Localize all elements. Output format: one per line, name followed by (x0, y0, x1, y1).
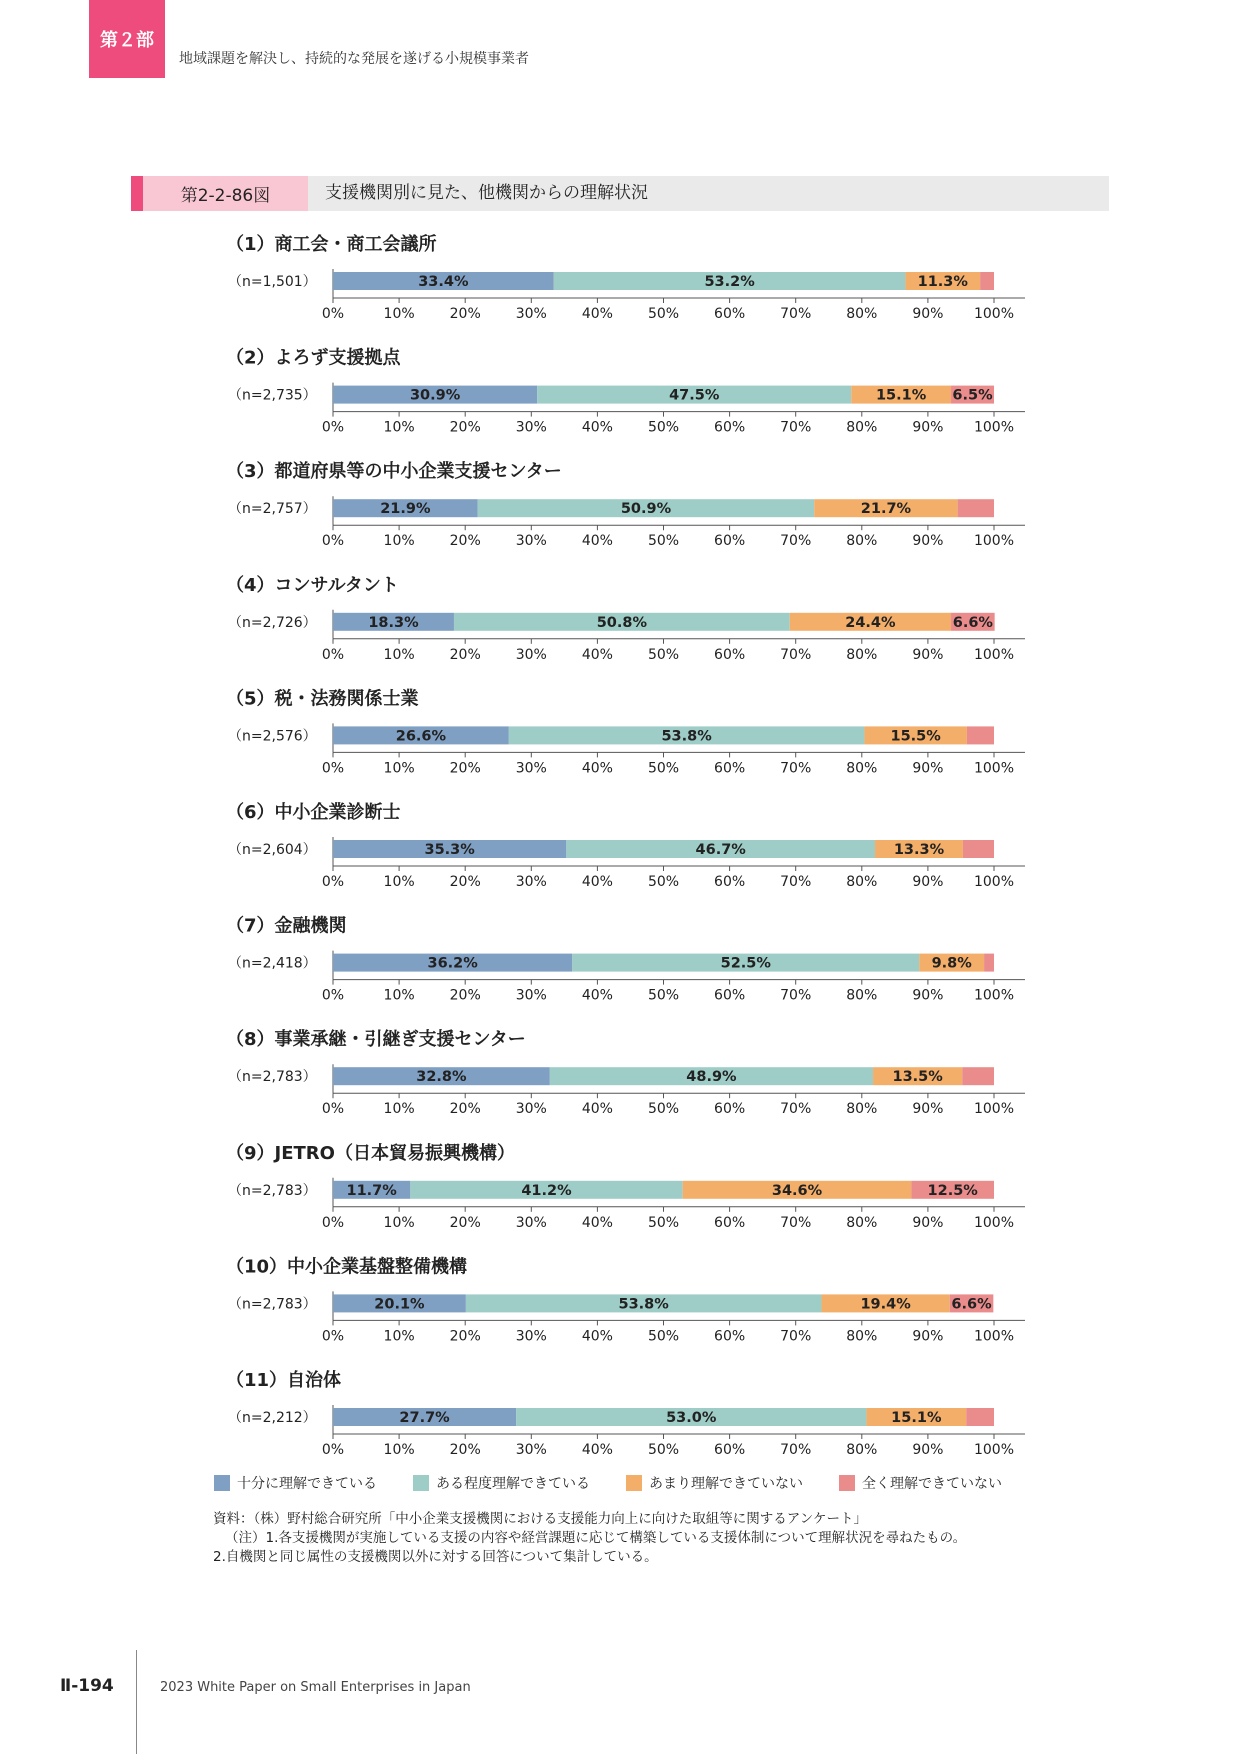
legend-label: 全く理解できていない (862, 1476, 1002, 1492)
legend-item-somewhat (413, 1473, 590, 1493)
panel-title: （4）コンサルタント (226, 574, 399, 596)
tick-label: 10% (383, 760, 415, 777)
tick-label: 20% (449, 1101, 481, 1118)
sample-size-label: （n=2,783） (228, 1182, 317, 1199)
tick-label: 60% (714, 1214, 746, 1231)
data-label: 26.6% (395, 728, 447, 745)
tick-label: 90% (912, 306, 944, 322)
data-label: 6.5% (952, 387, 993, 404)
legend (214, 1473, 1038, 1493)
tick-label: 60% (714, 760, 746, 777)
tick-label: 10% (383, 646, 415, 663)
data-label: 27.7% (399, 1410, 450, 1426)
data-label: 46.7% (695, 842, 746, 858)
sample-size-label: （n=2,726） (228, 614, 317, 631)
tick-label: 60% (714, 533, 746, 550)
tick-label: 90% (912, 760, 944, 777)
panel-title: （6）中小企業診断士 (226, 802, 401, 823)
data-label: 52.5% (720, 955, 771, 972)
tick-label: 90% (912, 533, 944, 550)
tick-label: 0% (321, 987, 345, 1004)
tick-label: 40% (581, 760, 613, 777)
tick-label: 90% (912, 646, 944, 663)
tick-label: 70% (780, 1328, 812, 1345)
tick-label: 70% (780, 306, 812, 322)
tick-label: 30% (515, 419, 547, 436)
legend-item-little (626, 1473, 803, 1493)
tick-label: 30% (515, 1214, 547, 1231)
tick-label: 80% (846, 1214, 878, 1231)
tick-label: 100% (973, 760, 1015, 777)
tick-label: 40% (581, 874, 613, 890)
tick-label: 30% (515, 987, 547, 1004)
bar-segment (980, 272, 994, 290)
data-label: 53.2% (704, 274, 755, 290)
tick-label: 100% (973, 1442, 1015, 1458)
tick-label: 10% (383, 533, 415, 550)
note-1: （注）1.各支援機関が実施している支援の内容や経営課題に応じて構築している支援体制について理解状況を尋ねたもの。 (225, 1530, 967, 1546)
tick-label: 90% (912, 419, 944, 436)
tick-label: 10% (383, 1214, 415, 1231)
tick-label: 40% (581, 533, 613, 550)
tick-label: 80% (846, 987, 878, 1004)
panel-title: （11）自治体 (226, 1370, 342, 1391)
data-label: 15.5% (890, 728, 941, 745)
tick-label: 10% (383, 306, 415, 322)
data-label: 53.8% (661, 728, 712, 745)
panel-title: （1）商工会・商工会議所 (226, 234, 437, 255)
panel-title: （5）税・法務関係士業 (226, 688, 419, 710)
tick-label: 0% (321, 1101, 345, 1118)
tick-label: 0% (321, 646, 345, 663)
legend-item-sufficient (214, 1473, 377, 1493)
tick-label: 10% (383, 1328, 415, 1345)
tick-label: 20% (449, 874, 481, 890)
tick-label: 100% (973, 874, 1015, 890)
sample-size-label: （n=2,604） (228, 842, 317, 858)
tick-label: 50% (647, 646, 680, 663)
tick-label: 0% (321, 760, 345, 777)
tick-label: 20% (449, 306, 481, 322)
tick-label: 20% (449, 1214, 481, 1231)
tick-label: 40% (581, 1442, 613, 1458)
data-label: 32.8% (416, 1069, 467, 1086)
tick-label: 40% (581, 1328, 613, 1345)
tick-label: 50% (647, 874, 680, 890)
legend-label: あまり理解できていない (649, 1476, 803, 1492)
tick-label: 60% (714, 1101, 746, 1118)
data-label: 12.5% (927, 1182, 978, 1199)
data-label: 41.2% (521, 1182, 572, 1199)
page-number: Ⅱ-194 (60, 1676, 114, 1696)
data-label: 30.9% (409, 387, 461, 404)
tick-label: 80% (846, 760, 878, 777)
data-label: 21.9% (380, 501, 431, 518)
tick-label: 80% (846, 533, 878, 550)
tick-label: 50% (647, 760, 680, 777)
tick-label: 60% (714, 1328, 746, 1345)
bar-segment (963, 840, 994, 858)
tick-label: 70% (780, 1214, 812, 1231)
tick-label: 40% (581, 1214, 613, 1231)
tick-label: 100% (973, 646, 1015, 663)
legend-item-none (839, 1473, 1002, 1493)
tick-label: 50% (647, 533, 680, 550)
tick-label: 50% (647, 1328, 680, 1345)
tick-label: 20% (449, 419, 481, 436)
tick-label: 50% (647, 1214, 680, 1231)
tick-label: 60% (714, 987, 746, 1004)
panel-title: （8）事業承継・引継ぎ支援センター (226, 1029, 526, 1051)
data-label: 34.6% (771, 1182, 823, 1199)
tick-label: 80% (846, 419, 878, 436)
panel-title: （7）金融機関 (226, 915, 347, 937)
tick-label: 90% (912, 1328, 944, 1345)
tick-label: 0% (321, 306, 345, 322)
tick-label: 30% (515, 1101, 547, 1118)
tick-label: 80% (846, 1442, 878, 1458)
data-label: 50.9% (620, 501, 672, 518)
tick-label: 70% (780, 874, 812, 890)
sample-size-label: （n=2,418） (228, 955, 317, 972)
tick-label: 60% (714, 419, 746, 436)
tick-label: 0% (321, 533, 345, 550)
tick-label: 50% (647, 306, 680, 322)
tick-label: 100% (973, 1101, 1015, 1118)
data-label: 11.7% (346, 1182, 397, 1199)
source-note: 資料：（株）野村総合研究所「中小企業支援機関における支援能力向上に向けた取組等に関するアンケート」 (213, 1511, 867, 1527)
data-label: 15.1% (875, 387, 927, 404)
tick-label: 100% (973, 987, 1015, 1004)
tick-label: 10% (383, 874, 415, 890)
tick-label: 50% (647, 987, 680, 1004)
tick-label: 100% (973, 1214, 1015, 1231)
legend-swatch (214, 1475, 230, 1491)
legend-swatch (413, 1475, 429, 1491)
data-label: 15.1% (891, 1410, 942, 1426)
tick-label: 50% (647, 1101, 680, 1118)
tick-label: 30% (515, 1442, 547, 1458)
data-label: 50.8% (596, 614, 648, 631)
tick-label: 70% (780, 1101, 812, 1118)
data-label: 13.5% (892, 1069, 943, 1086)
tick-label: 90% (912, 1101, 944, 1118)
note-2: 2.自機関と同じ属性の支援機関以外に対する回答について集計している。 (213, 1549, 658, 1565)
tick-label: 100% (973, 419, 1015, 436)
data-label: 6.6% (951, 1296, 992, 1313)
tick-label: 80% (846, 646, 878, 663)
data-label: 18.3% (368, 614, 419, 631)
data-label: 20.1% (374, 1296, 425, 1313)
panel-title: （10）中小企業基盤整備機構 (226, 1256, 468, 1278)
part-title: 地域課題を解決し、持続的な発展を遂げる小規模事業者 (179, 51, 529, 67)
tick-label: 90% (912, 1214, 944, 1231)
panel-title: （9）JETRO（日本貿易振興機構） (226, 1142, 515, 1164)
tick-label: 10% (383, 419, 415, 436)
tick-label: 30% (515, 1328, 547, 1345)
tick-label: 10% (383, 1101, 415, 1118)
tick-label: 60% (714, 874, 746, 890)
data-label: 35.3% (424, 842, 475, 858)
data-label: 19.4% (860, 1296, 911, 1313)
tick-label: 30% (515, 760, 547, 777)
data-label: 11.3% (917, 274, 968, 290)
figure-title: 支援機関別に見た、他機関からの理解状況 (325, 183, 648, 203)
tick-label: 0% (321, 419, 345, 436)
data-label: 13.3% (893, 842, 945, 858)
bar-segment (966, 1408, 994, 1426)
tick-label: 70% (780, 1442, 812, 1458)
tick-label: 20% (449, 1442, 481, 1458)
bar-segment (962, 1067, 994, 1085)
bar-segment (967, 726, 994, 744)
tick-label: 20% (449, 646, 481, 663)
tick-label: 70% (780, 646, 812, 663)
legend-label: ある程度理解できている (436, 1476, 590, 1492)
tick-label: 0% (321, 1328, 345, 1345)
tick-label: 60% (714, 1442, 746, 1458)
tick-label: 40% (581, 1101, 613, 1118)
tick-label: 80% (846, 874, 878, 890)
tick-label: 40% (581, 306, 613, 322)
tick-label: 100% (973, 306, 1015, 322)
sample-size-label: （n=2,783） (228, 1069, 317, 1086)
tick-label: 90% (912, 987, 944, 1004)
tick-label: 20% (449, 987, 481, 1004)
tick-label: 60% (714, 646, 746, 663)
sample-size-label: （n=2,735） (228, 387, 317, 404)
tick-label: 70% (780, 760, 812, 777)
tick-label: 70% (780, 987, 812, 1004)
bar-segment (958, 499, 994, 517)
tick-label: 10% (383, 1442, 415, 1458)
data-label: 36.2% (427, 955, 478, 972)
data-label: 48.9% (686, 1069, 737, 1086)
data-label: 53.8% (618, 1296, 669, 1313)
tick-label: 20% (449, 760, 481, 777)
legend-swatch (839, 1475, 855, 1491)
tick-label: 20% (449, 533, 481, 550)
tick-label: 100% (973, 533, 1015, 550)
tick-label: 30% (515, 874, 547, 890)
data-label: 6.6% (952, 614, 993, 631)
sample-size-label: （n=2,783） (228, 1296, 317, 1313)
part-tab: 第２部 (89, 0, 165, 78)
data-label: 21.7% (860, 501, 912, 518)
notes (213, 1510, 966, 1567)
panel-title: （3）都道府県等の中小企業支援センター (226, 461, 562, 483)
data-label: 9.8% (931, 955, 972, 972)
tick-label: 40% (581, 419, 613, 436)
data-label: 33.4% (418, 274, 469, 290)
tick-label: 30% (515, 533, 547, 550)
bar-segment (984, 954, 994, 972)
tick-label: 60% (714, 306, 746, 322)
tick-label: 80% (846, 1101, 878, 1118)
tick-label: 40% (581, 987, 613, 1004)
data-label: 53.0% (666, 1410, 717, 1426)
tick-label: 0% (321, 874, 345, 890)
tick-label: 30% (515, 646, 547, 663)
tick-label: 50% (647, 1442, 680, 1458)
sample-size-label: （n=2,576） (228, 728, 317, 745)
tick-label: 10% (383, 987, 415, 1004)
tick-label: 70% (780, 533, 812, 550)
tick-label: 50% (647, 419, 680, 436)
sample-size-label: （n=1,501） (228, 274, 317, 290)
tick-label: 20% (449, 1328, 481, 1345)
tick-label: 0% (321, 1214, 345, 1231)
footer-divider (136, 1650, 137, 1754)
legend-swatch (626, 1475, 642, 1491)
panel-title: （2）よろず支援拠点 (226, 347, 401, 369)
tick-label: 90% (912, 1442, 944, 1458)
tick-label: 100% (973, 1328, 1015, 1345)
legend-label: 十分に理解できている (237, 1476, 377, 1492)
tick-label: 30% (515, 306, 547, 322)
data-label: 47.5% (669, 387, 720, 404)
tick-label: 0% (321, 1442, 345, 1458)
tick-label: 70% (780, 419, 812, 436)
tick-label: 80% (846, 1328, 878, 1345)
data-label: 24.4% (845, 614, 896, 631)
tick-label: 80% (846, 306, 878, 322)
sample-size-label: （n=2,757） (228, 501, 317, 518)
tick-label: 40% (581, 646, 613, 663)
footer-title: 2023 White Paper on Small Enterprises in Japan (160, 1680, 471, 1695)
sample-size-label: （n=2,212） (228, 1410, 317, 1426)
tick-label: 90% (912, 874, 944, 890)
figure-number: 第2-2-86図 (143, 176, 308, 211)
